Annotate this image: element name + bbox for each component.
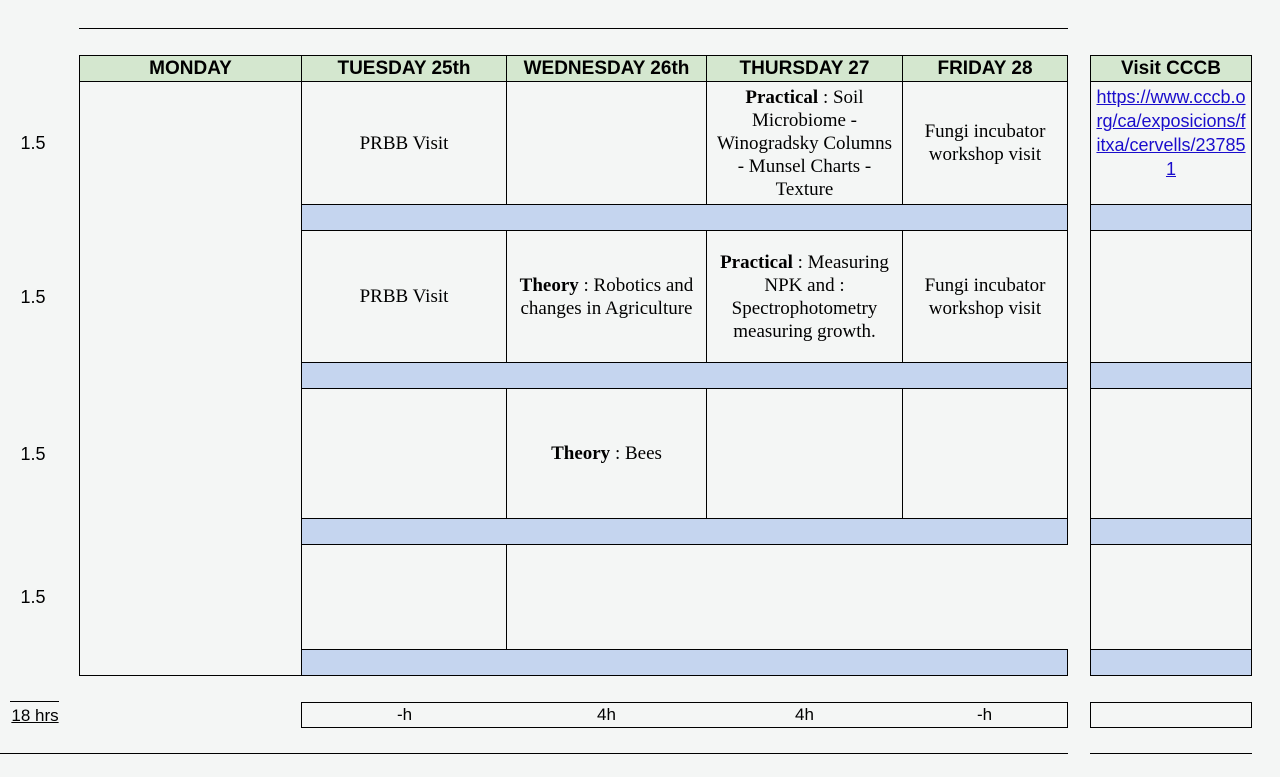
row-1-wednesday (506, 81, 707, 205)
row-2-thursday-bold: Practical (720, 251, 793, 273)
row-3-thursday (706, 388, 903, 519)
header-tuesday: TUESDAY 25th (301, 55, 507, 82)
total-friday: -h (902, 702, 1068, 728)
row-1-tuesday (301, 81, 507, 205)
row-1-break-band (301, 204, 1068, 231)
row-2-friday (902, 230, 1068, 363)
row-3-friday (902, 388, 1068, 519)
row-4-rest (506, 544, 1068, 650)
row-4-break-band (301, 649, 1068, 676)
row-2-hours: 1.5 (20, 287, 46, 307)
total-tuesday: -h (301, 702, 507, 728)
header-wednesday: WEDNESDAY 26th (506, 55, 707, 82)
row-2-wednesday-text (509, 274, 704, 320)
row-1-thursday-text (717, 86, 892, 201)
row-2-tuesday (301, 230, 507, 363)
row-4-hours: 1.5 (20, 587, 46, 607)
row-2-thursday (706, 230, 903, 363)
row-2-tuesday-text: PRBB Visit (359, 286, 449, 307)
visit-row-4-cell (1090, 544, 1252, 650)
row-3-hours: 1.5 (20, 444, 46, 464)
row-3-wednesday-desc: : Bees (610, 443, 662, 464)
row-2-thursday-desc: : Measuring NPK and : Spectrophotometry measuring growth. (731, 251, 889, 342)
row-4-tuesday (301, 544, 507, 650)
row-2-friday-text: Fungi incubator workshop visit (924, 274, 1046, 319)
visit-row-4-break-band (1090, 649, 1252, 676)
total-label-overline (10, 701, 59, 702)
total-hours-label: 18 hrs (11, 706, 59, 725)
row-3-wednesday-bold: Theory (551, 443, 611, 464)
visit-cccb-cell (1090, 81, 1252, 205)
row-3-wednesday-text (551, 442, 662, 465)
header-monday: MONDAY (79, 55, 302, 82)
row-2-wednesday-bold: Theory (519, 274, 579, 296)
bottom-rule (0, 753, 1068, 754)
row-2-break-band (301, 362, 1068, 389)
visit-bottom-rule (1090, 753, 1252, 754)
visit-row-3-cell (1090, 388, 1252, 519)
top-rule (79, 28, 1068, 29)
row-2-wednesday-desc: : Robotics and changes in Agriculture (520, 274, 694, 319)
row-1-hours: 1.5 (20, 133, 46, 153)
header-visit-cccb: Visit CCCB (1090, 55, 1252, 82)
row-1-friday (902, 81, 1068, 205)
row-1-thursday (706, 81, 903, 205)
row-1-thursday-desc: : Soil Microbiome - Winogradsky Columns - Munsel Charts - Texture (717, 86, 892, 200)
visit-row-2-cell (1090, 230, 1252, 363)
visit-row-3-break-band (1090, 518, 1252, 545)
total-wednesday: 4h (506, 702, 707, 728)
row-1-tuesday-text: PRBB Visit (359, 132, 449, 154)
row-3-wednesday (506, 388, 707, 519)
row-3-break-band (301, 518, 1068, 545)
row-1-friday-text: Fungi incubator workshop visit (924, 121, 1046, 165)
row-2-wednesday (506, 230, 707, 363)
total-thursday: 4h (706, 702, 903, 728)
header-friday: FRIDAY 28 (902, 55, 1068, 82)
header-thursday: THURSDAY 27 (706, 55, 903, 82)
row-2-thursday-text (713, 251, 896, 343)
monday-cell (79, 81, 302, 676)
total-visit (1090, 702, 1252, 728)
visit-row-2-break-band (1090, 362, 1252, 389)
row-3-tuesday (301, 388, 507, 519)
cccb-exhibition-link[interactable]: https://www.cccb.org/ca/exposicions/fitxa/cervells/237851 (1096, 87, 1246, 179)
row-1-thursday-bold: Practical (745, 86, 819, 108)
visit-row-1-break-band (1090, 204, 1252, 231)
